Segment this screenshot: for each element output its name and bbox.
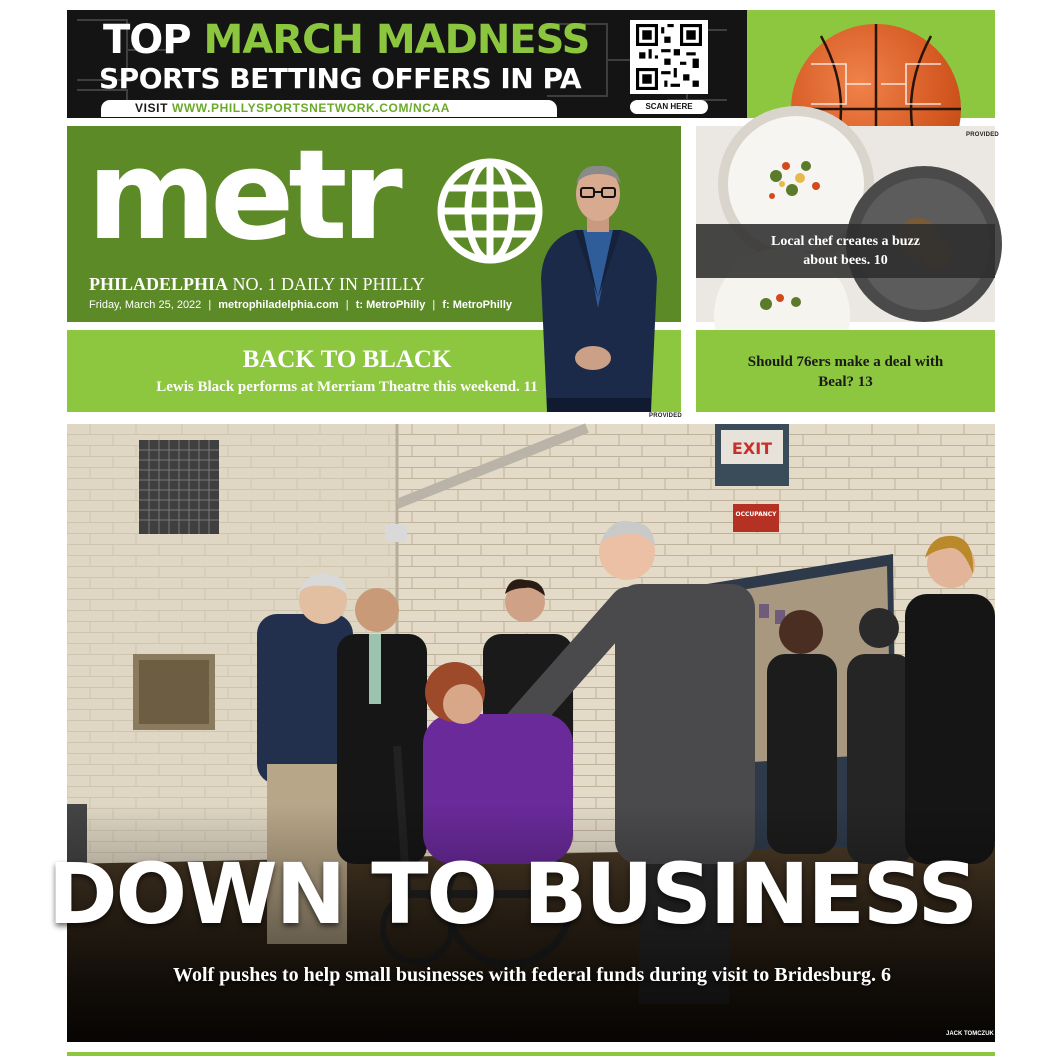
ad-headline-line1: TOP MARCH MADNESS xyxy=(103,17,590,63)
metro-logo[interactable]: metr xyxy=(87,124,397,268)
teaser-food[interactable] xyxy=(696,126,999,322)
cover-photo xyxy=(67,424,995,1042)
qr-code[interactable] xyxy=(630,20,708,94)
website-link[interactable]: metrophiladelphia.com xyxy=(218,299,339,311)
exit-sign: EXIT xyxy=(731,439,773,458)
scan-here-label: SCAN HERE xyxy=(630,100,708,114)
teaser-subhead: Lewis Black performs at Merriam Theatre this weekend. 11 xyxy=(156,379,538,395)
lewis-black-photo xyxy=(533,158,663,412)
qr-code-icon xyxy=(634,24,704,90)
teaser-76ers[interactable]: Should 76ers make a deal with Beal? 13 xyxy=(696,330,995,412)
ad-headline-line2: SPORTS BETTING OFFERS IN PA xyxy=(99,62,582,95)
photo-credit-provided: PROVIDED xyxy=(966,132,999,138)
issue-date: Friday, March 25, 2022 xyxy=(89,299,202,311)
globe-icon xyxy=(435,156,545,266)
teaser-headline: BACK TO BLACK xyxy=(242,346,452,373)
sports-betting-ad[interactable] xyxy=(67,10,995,118)
masthead-info: Friday, March 25, 2022 | metrophiladelphia.com | t: MetroPhilly | f: MetroPhilly xyxy=(89,299,513,311)
bottom-rule xyxy=(67,1052,995,1056)
photo-credit: JACK TOMCZUK xyxy=(946,1031,994,1037)
gym-scene xyxy=(67,424,995,1042)
twitter-handle[interactable]: t: MetroPhilly xyxy=(355,299,426,311)
ad-visit-link[interactable]: VISIT WWW.PHILLYSPORTSNETWORK.COM/NCAA xyxy=(101,100,557,117)
masthead-city: PHILADELPHIA NO. 1 DAILY IN PHILLY xyxy=(89,274,425,294)
photo-credit-provided: PROVIDED xyxy=(649,413,682,419)
occupancy-sign: OCCUPANCY xyxy=(735,511,777,518)
cover-deck: Wolf pushes to help small businesses with federal funds during visit to Bridesburg. 6 xyxy=(173,964,891,986)
facebook-handle[interactable]: f: MetroPhilly xyxy=(442,299,513,311)
food-caption: Local chef creates a buzz about bees. 10 xyxy=(696,224,995,278)
cover-headline[interactable]: DOWN TO BUSINESS xyxy=(47,845,977,943)
